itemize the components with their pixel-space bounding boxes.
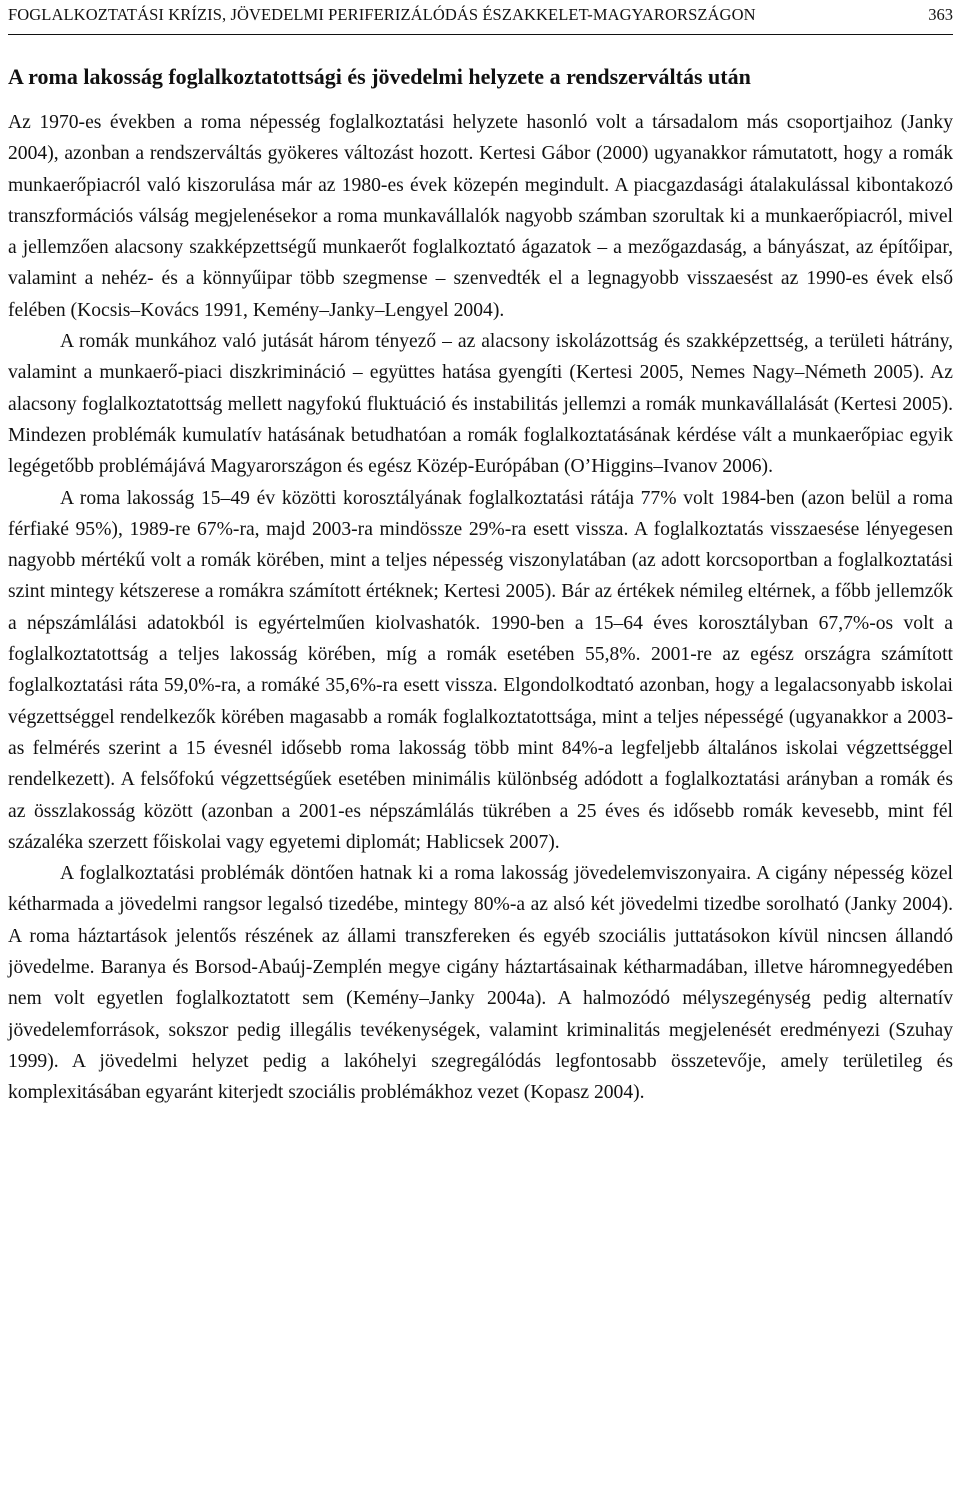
running-head <box>8 4 953 34</box>
section-title: A roma lakosság foglalkoztatottsági és jövedelmi helyzete a rendszerváltás után <box>8 64 751 89</box>
document-page <box>8 0 953 1109</box>
paragraph-2: A romák munkához való jutását három tényező – az alacsony iskolázottság és szakképzettség, a területi hátrány, valamint a munkaerő-piaci diszkrimináció – együttes hatása gyengíti (Kertesi 2005, Nemes Nagy–Németh 2005). Az alacsony foglalkoztatottság mellett nagyfokú fluktuáció és instabilitás jellemzi a romák munkavállalását (Kertesi 2005). Mindezen problémák kumulatív hatásának betudhatóan a romák foglalkoztatásának kérdése vált a munkaerőpiac egyik legégetőbb problémájává Magyarországon és egész Közép-Európában (O’Higgins–Ivanov 2006). <box>8 331 953 478</box>
paragraph-4: A foglalkoztatási problémák döntően hatnak ki a roma lakosság jövedelemviszonyaira. A cigány népesség közel kétharmada a jövedelmi rangsor legalsó tizedébe, mintegy 80%-a az alsó két jövedelmi tizedbe sorolható (Janky 2004). A roma háztartások jelentős részének az állami transzfereken és egyéb szociális juttatásokon kívül nincsen állandó jövedelme. Baranya és Borsod-Abaúj-Zemplén megye cigány háztartásainak kétharmadában, illetve háromnegyedében nem volt egyetlen foglalkoztatott sem (Kemény–Janky 2004a). A halmozódó mélyszegénység pedig alternatív jövedelemforrások, sokszor pedig illegális tevékenységek, valamint kriminalitás megjelenését eredményezi (Szuhay 1999). A jövedelmi helyzet pedig a lakóhelyi szegregálódás legfontosabb összetevője, amely területileg és komplexitásában egyaránt kiterjedt szociális problémákhoz vezet (Kopasz 2004). <box>8 863 953 1104</box>
running-head-title: FOGLALKOZTATÁSI KRÍZIS, JÖVEDELMI PERIFERIZÁLÓDÁS ÉSZAKKELET-MAGYARORSZÁGON <box>8 5 756 24</box>
body-text <box>8 107 953 1109</box>
page-number: 363 <box>928 5 953 24</box>
paragraph-1: Az 1970-es években a roma népesség foglalkoztatási helyzete hasonló volt a társadalom más csoportjaihoz (Janky 2004), azonban a rendszerváltás gyökeres változást hozott. Kertesi Gábor (2000) ugyanakkor rámutatott, hogy a romák munkaerőpiacról való kiszorulása már az 1980-es évek közepén megindult. A piacgazdasági átalakulással kibontakozó transzformációs válság megjelenésekor a roma munkavállalók nagyobb számban szorultak ki a munkaerőpiacról, mivel a jellemzően alacsony szakképzettségű munkaerőt foglalkoztató ágazatok – a mezőgazdaság, a bányászat, az építőipar, valamint a nehéz- és a könnyűipar több szegmense – szenvedték el a legnagyobb visszaesést az 1990-es évek első felében (Kocsis–Kovács 1991, Kemény–Janky–Lengyel 2004). <box>8 112 953 321</box>
header-rule <box>8 34 953 35</box>
paragraph-3: A roma lakosság 15–49 év közötti korosztályának foglalkoztatási rátája 77% volt 1984-ben (azon belül a roma férfiaké 95%), 1989-re 67%-ra, majd 2003-ra mindössze 29%-ra esett vissza. A foglalkoztatás visszaesése lényegesen nagyobb mértékű volt a romák körében, mint a teljes népesség viszonylatában (az adott korcsoportban a foglalkoztatási szint mintegy kétszerese a romákra számított értéknek; Kertesi 2005). Bár az értékek némileg eltérnek, a főbb jellemzők a népszámlálási adatokból is egyértelműen kiolvashatók. 1990-ben a 15–64 éves korosztályban 67,7%-os volt a foglalkoztatottság a teljes lakosság körében, míg a romák esetében 55,8%. 2001-re az egész országra számított foglalkoztatási ráta 59,0%-ra, a romáké 35,6%-ra esett vissza. Elgondolkodtató azonban, hogy a legalacsonyabb iskolai végzettséggel rendelkezők körében magasabb a romák foglalkoztatottsága, mint a teljes népességé (ugyanakkor a 2003-as felmérés szerint a 15 évesnél idősebb roma lakosság több mint 84%-a legfeljebb általános iskolai végzettséggel rendelkezett). A felsőfokú végzettségűek esetében minimális különbség adódott a foglalkoztatási arányban a romák és az összlakosság között (azonban a 2001-es népszámlálás tükrében a 25 éves és idősebb romák kevesebb, mint fél százaléka szerzett főiskolai vagy egyetemi diplomát; Hablicsek 2007). <box>8 487 953 853</box>
